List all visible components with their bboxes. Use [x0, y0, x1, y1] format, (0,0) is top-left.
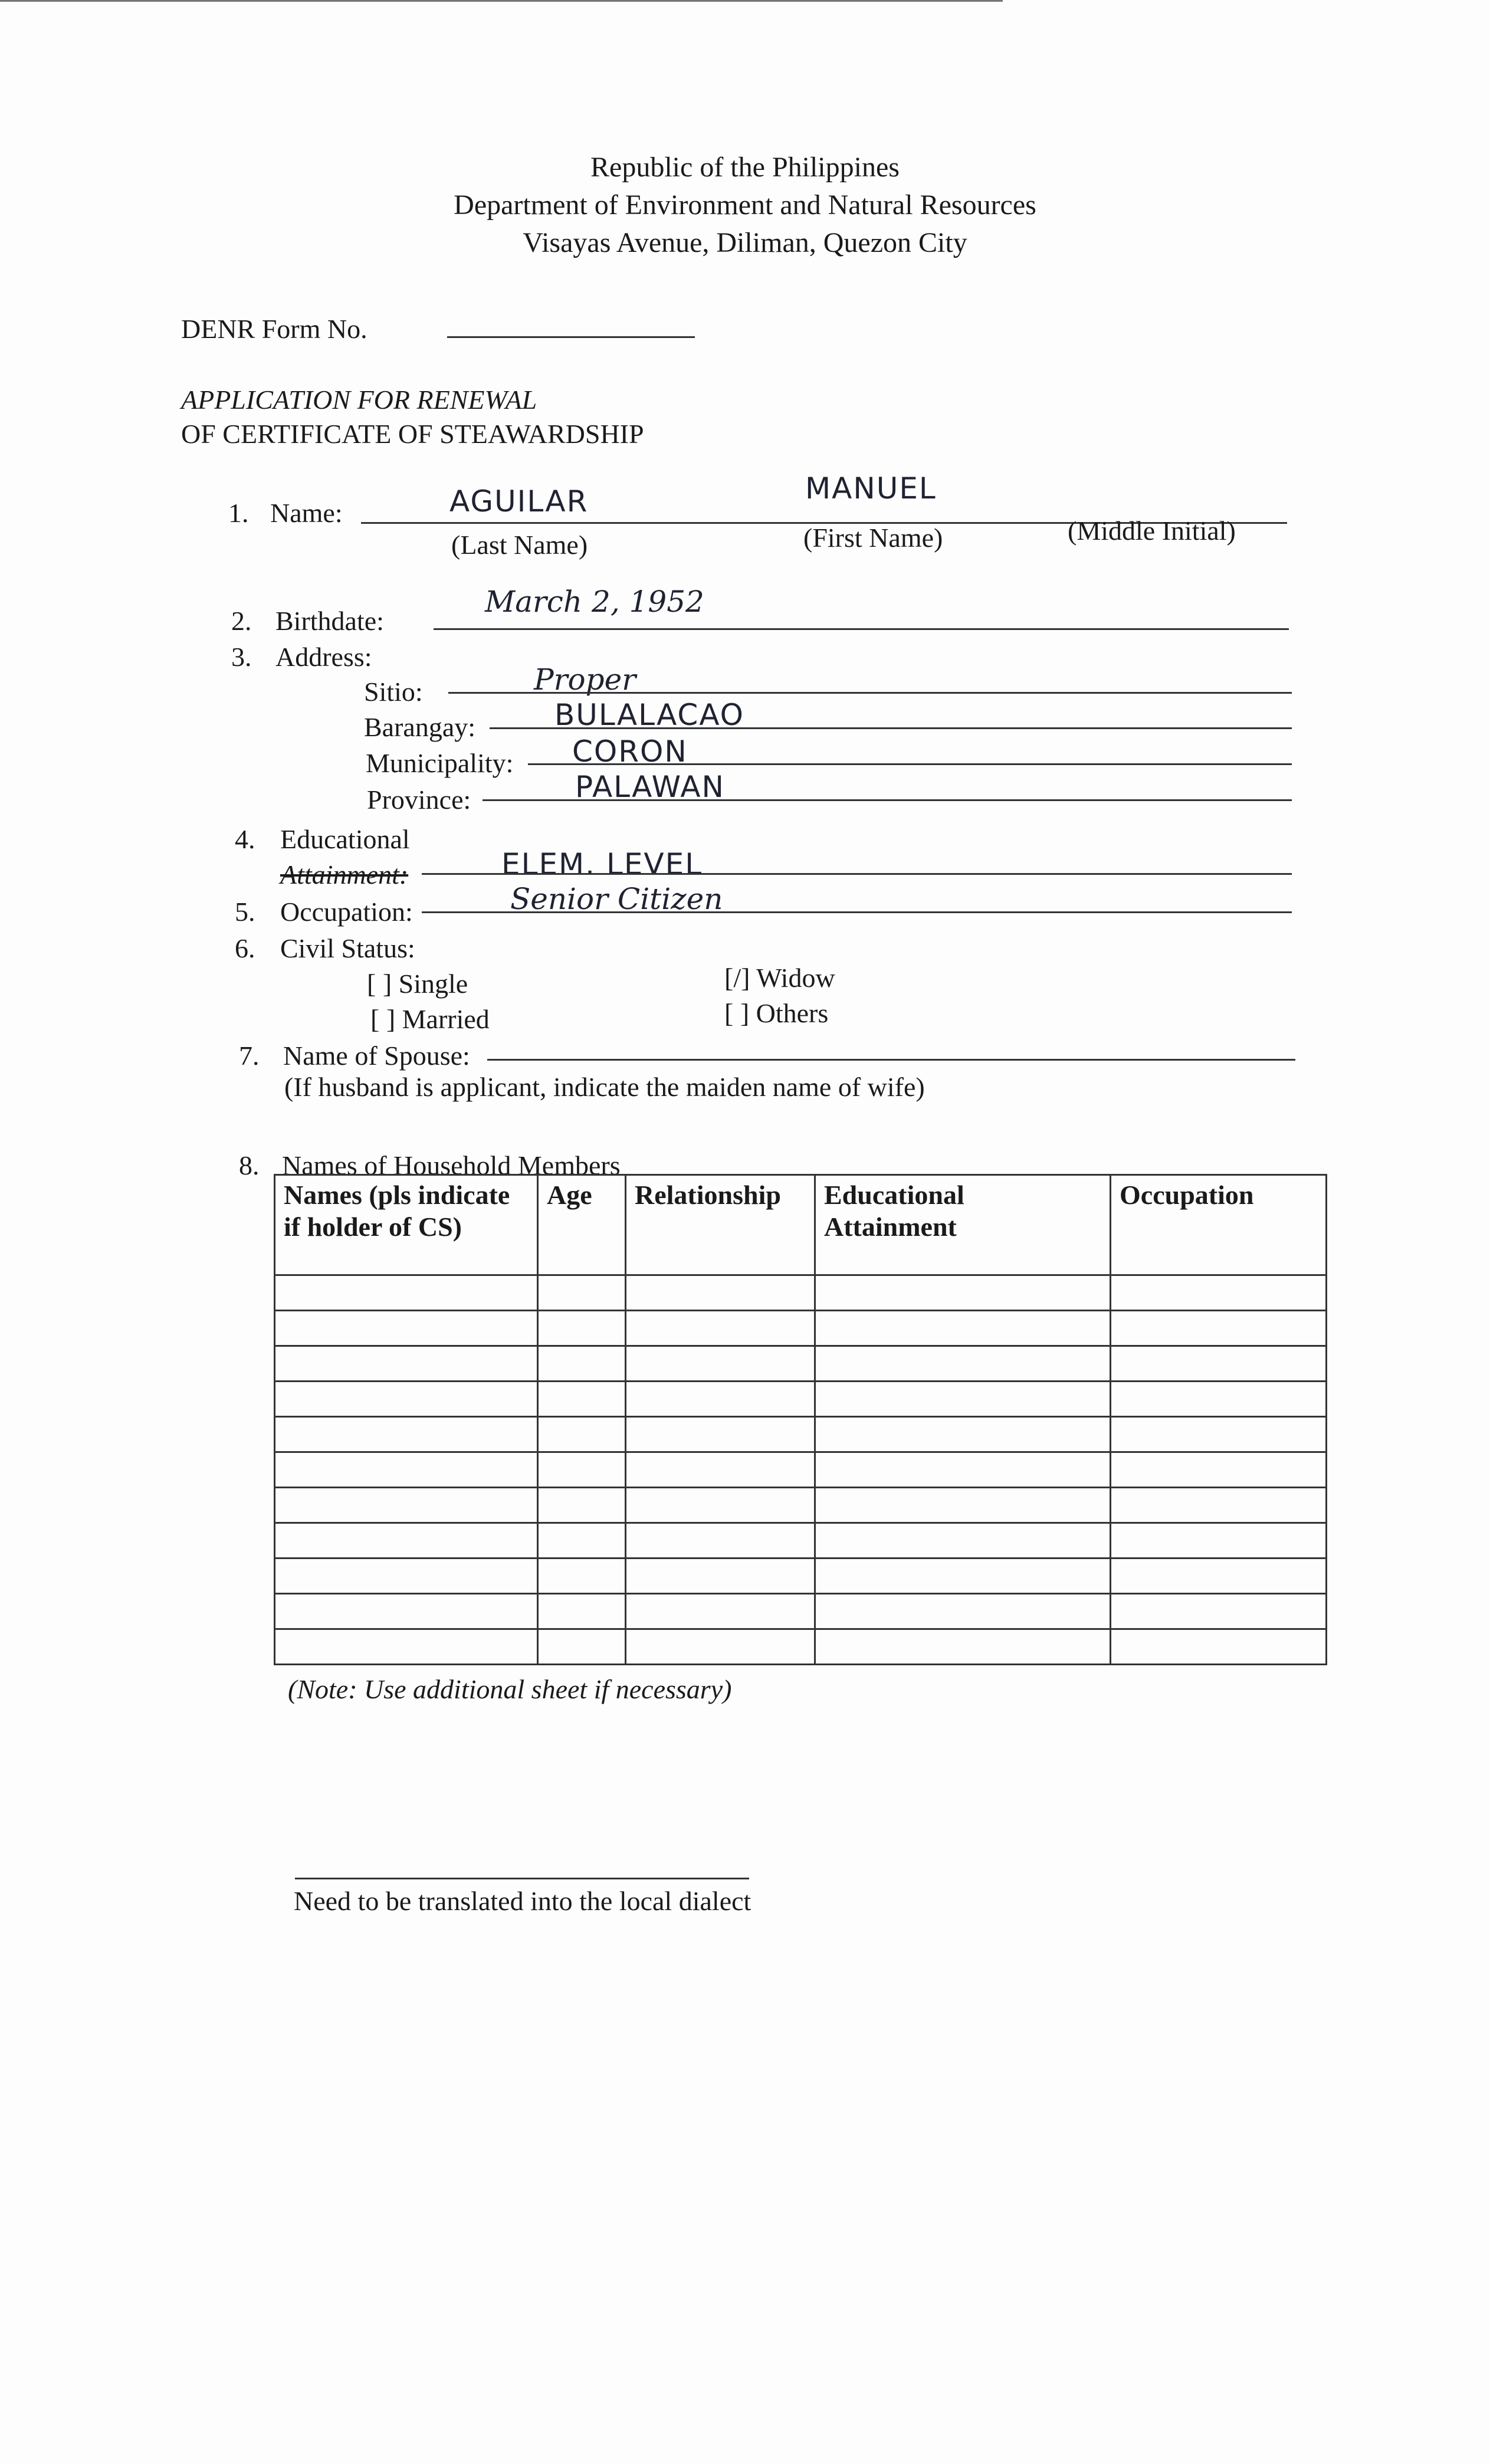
civil-status-others-checkbox[interactable] — [724, 997, 828, 1030]
table-cell[interactable] — [538, 1523, 626, 1559]
name-label: Name: — [270, 498, 343, 528]
province-value[interactable]: PALAWAN — [575, 770, 725, 804]
occupation-value[interactable]: Senior Citizen — [510, 882, 723, 916]
first-name-value[interactable]: MANUEL — [805, 471, 937, 506]
table-cell[interactable] — [538, 1594, 626, 1629]
table-cell[interactable] — [1111, 1346, 1327, 1382]
civil-status-widow-checkbox[interactable] — [724, 962, 835, 995]
table-cell[interactable] — [1111, 1488, 1327, 1523]
education-value[interactable]: ELEM. LEVEL — [501, 847, 703, 881]
widow-checkbox-box: [/] — [724, 963, 750, 993]
table-cell[interactable] — [275, 1346, 538, 1382]
table-cell[interactable] — [1111, 1275, 1327, 1311]
table-row[interactable] — [275, 1488, 1327, 1523]
occupation-label: Occupation: — [280, 897, 413, 927]
table-cell[interactable] — [1111, 1523, 1327, 1559]
birthdate-value[interactable]: March 2, 1952 — [485, 585, 704, 619]
footer-note: Need to be translated into the local dialect — [294, 1886, 751, 1916]
table-cell[interactable] — [1111, 1311, 1327, 1346]
table-row[interactable] — [275, 1417, 1327, 1452]
education-label-1: Educational — [280, 824, 410, 854]
province-label: Province: — [367, 785, 471, 815]
household-number: 8. — [239, 1150, 260, 1180]
table-cell[interactable] — [538, 1488, 626, 1523]
table-cell[interactable] — [1111, 1452, 1327, 1488]
table-cell[interactable] — [815, 1346, 1111, 1382]
civil-status-label: Civil Status: — [280, 933, 415, 963]
single-checkbox-box: [ ] — [367, 969, 392, 999]
title-line-2: OF CERTIFICATE OF STEAWARDSHIP — [181, 419, 644, 449]
table-cell[interactable] — [275, 1629, 538, 1665]
table-cell[interactable] — [275, 1559, 538, 1594]
civil-status-married-checkbox[interactable] — [370, 1003, 490, 1036]
table-cell[interactable] — [626, 1629, 815, 1665]
table-cell[interactable] — [815, 1559, 1111, 1594]
address-number: 3. — [231, 642, 252, 672]
occupation-line — [422, 911, 1292, 913]
col-age-header: Age — [538, 1175, 626, 1275]
signature-line — [295, 1878, 749, 1879]
table-cell[interactable] — [815, 1629, 1111, 1665]
table-row[interactable] — [275, 1275, 1327, 1311]
table-cell[interactable] — [538, 1382, 626, 1417]
table-cell[interactable] — [538, 1452, 626, 1488]
sitio-value[interactable]: Proper — [534, 662, 636, 697]
table-cell[interactable] — [626, 1523, 815, 1559]
married-label: Married — [402, 1004, 490, 1034]
table-cell[interactable] — [275, 1594, 538, 1629]
table-cell[interactable] — [275, 1488, 538, 1523]
sitio-label: Sitio: — [364, 677, 423, 707]
table-cell[interactable] — [626, 1382, 815, 1417]
col-relationship-header: Relationship — [626, 1175, 815, 1275]
birthdate-label: Birthdate: — [275, 606, 384, 636]
spouse-label: Name of Spouse: — [283, 1041, 470, 1071]
table-cell[interactable] — [275, 1382, 538, 1417]
table-cell[interactable] — [815, 1275, 1111, 1311]
birthdate-number: 2. — [231, 606, 252, 636]
table-cell[interactable] — [1111, 1594, 1327, 1629]
table-cell[interactable] — [1111, 1417, 1327, 1452]
birthdate-line — [434, 628, 1289, 630]
household-header-row — [275, 1175, 1327, 1275]
form-number-label: DENR Form No. — [181, 314, 367, 344]
household-note: (Note: Use additional sheet if necessary) — [288, 1674, 732, 1704]
table-cell[interactable] — [815, 1488, 1111, 1523]
table-cell[interactable] — [275, 1417, 538, 1452]
education-label-2: Attainment: — [280, 859, 409, 890]
table-cell[interactable] — [1111, 1382, 1327, 1417]
table-cell[interactable] — [626, 1275, 815, 1311]
table-row[interactable] — [275, 1523, 1327, 1559]
table-row[interactable] — [275, 1382, 1327, 1417]
table-cell[interactable] — [815, 1417, 1111, 1452]
table-cell[interactable] — [1111, 1629, 1327, 1665]
col-education-header: Educational Attainment — [815, 1175, 1111, 1275]
table-cell[interactable] — [538, 1629, 626, 1665]
civil-status-single-checkbox[interactable] — [367, 967, 468, 1000]
table-cell[interactable] — [626, 1594, 815, 1629]
table-cell[interactable] — [275, 1275, 538, 1311]
sitio-line — [448, 692, 1292, 694]
form-number-line — [447, 336, 695, 338]
spouse-line — [487, 1059, 1295, 1061]
spouse-note: (If husband is applicant, indicate the maiden name of wife) — [284, 1072, 925, 1102]
education-line — [422, 873, 1292, 875]
table-cell[interactable] — [815, 1382, 1111, 1417]
table-cell[interactable] — [538, 1559, 626, 1594]
table-cell[interactable] — [1111, 1559, 1327, 1594]
household-label: Names of Household Members — [282, 1150, 621, 1180]
table-row[interactable] — [275, 1629, 1327, 1665]
others-checkbox-box: [ ] — [724, 998, 750, 1028]
last-name-caption: (Last Name) — [451, 530, 588, 560]
single-label: Single — [398, 969, 468, 999]
province-line — [483, 799, 1292, 801]
table-cell[interactable] — [626, 1346, 815, 1382]
table-row[interactable] — [275, 1311, 1327, 1346]
header-republic: Republic of the Philippines — [590, 152, 900, 183]
table-cell[interactable] — [626, 1452, 815, 1488]
municipality-label: Municipality: — [366, 748, 514, 778]
occupation-number: 5. — [235, 897, 255, 927]
municipality-line — [528, 763, 1292, 765]
table-cell[interactable] — [815, 1594, 1111, 1629]
spouse-number: 7. — [239, 1041, 260, 1071]
barangay-line — [490, 727, 1292, 729]
table-cell[interactable] — [275, 1311, 538, 1346]
table-cell[interactable] — [626, 1417, 815, 1452]
table-cell[interactable] — [538, 1417, 626, 1452]
table-cell[interactable] — [538, 1346, 626, 1382]
middle-initial-caption: (Middle Initial) — [1068, 516, 1236, 546]
table-cell[interactable] — [538, 1275, 626, 1311]
table-cell[interactable] — [815, 1523, 1111, 1559]
widow-label: Widow — [756, 963, 835, 993]
table-cell[interactable] — [275, 1452, 538, 1488]
municipality-value[interactable]: CORON — [572, 734, 688, 769]
barangay-value[interactable]: BULALACAO — [554, 698, 745, 732]
barangay-label: Barangay: — [364, 712, 476, 742]
table-cell[interactable] — [815, 1311, 1111, 1346]
header-address: Visayas Avenue, Diliman, Quezon City — [523, 227, 967, 258]
table-cell[interactable] — [275, 1523, 538, 1559]
address-label: Address: — [275, 642, 372, 672]
married-checkbox-box: [ ] — [370, 1004, 396, 1034]
table-cell[interactable] — [626, 1488, 815, 1523]
header-department: Department of Environment and Natural Resources — [454, 189, 1036, 221]
table-row[interactable] — [275, 1452, 1327, 1488]
col-names-header: Names (pls indicate if holder of CS) — [275, 1175, 538, 1275]
last-name-value[interactable]: AGUILAR — [449, 484, 589, 519]
scan-edge-mark — [0, 0, 1003, 2]
table-cell[interactable] — [815, 1452, 1111, 1488]
table-row[interactable] — [275, 1346, 1327, 1382]
education-number: 4. — [235, 824, 255, 854]
table-cell[interactable] — [538, 1311, 626, 1346]
col-occupation-header: Occupation — [1111, 1175, 1327, 1275]
first-name-caption: (First Name) — [803, 523, 943, 553]
table-cell[interactable] — [626, 1559, 815, 1594]
civil-status-number: 6. — [235, 933, 255, 963]
title-line-1: APPLICATION FOR RENEWAL — [181, 385, 537, 415]
others-label: Others — [756, 998, 829, 1028]
table-cell[interactable] — [626, 1311, 815, 1346]
table-row[interactable] — [275, 1594, 1327, 1629]
name-number: 1. — [228, 498, 249, 528]
table-row[interactable] — [275, 1559, 1327, 1594]
household-table — [274, 1174, 1327, 1665]
